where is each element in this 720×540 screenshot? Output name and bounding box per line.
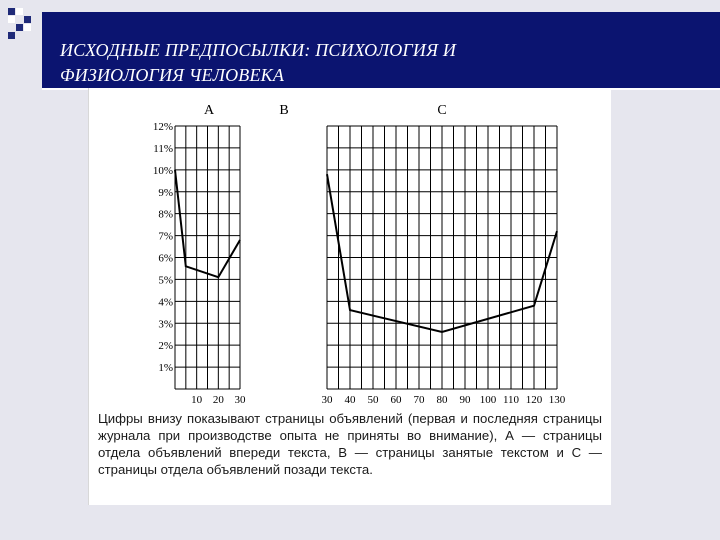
panel-c-x-tick-label: 60 xyxy=(390,394,402,406)
panel-c-x-tick-label: 100 xyxy=(479,394,497,406)
panel-a-x-tick-label: 10 xyxy=(191,394,203,406)
y-tick-label: 10% xyxy=(152,164,173,177)
y-tick-label: 2% xyxy=(158,340,173,353)
y-tick-label: 5% xyxy=(158,274,173,287)
y-tick-label: 7% xyxy=(158,230,173,243)
chart-svg xyxy=(89,88,611,408)
panel-c-x-tick-label: 70 xyxy=(413,394,425,406)
panel-c-x-tick-label: 90 xyxy=(459,394,471,406)
bullet-square-icon xyxy=(16,8,23,15)
bullet-square-icon xyxy=(24,16,31,23)
panel-c-x-tick-label: 30 xyxy=(321,394,333,406)
panel-c-x-tick-label: 80 xyxy=(436,394,448,406)
bullet-square-icon xyxy=(24,24,31,31)
bullet-square-icon xyxy=(8,16,15,23)
bullet-square-icon xyxy=(8,8,15,15)
section-label: A xyxy=(203,103,215,118)
y-tick-label: 11% xyxy=(153,142,173,155)
bullet-square-icon xyxy=(16,24,23,31)
panel-c-x-tick-label: 50 xyxy=(367,394,379,406)
y-tick-label: 1% xyxy=(158,362,173,375)
y-tick-label: 8% xyxy=(158,208,173,221)
bullet-square-icon xyxy=(8,32,15,39)
chart-caption: Цифры внизу показывают страницы объявлений (первая и последняя страницы журнала при производстве опыта не приняты во внимание), А — страницы отдела объявлений впереди текста, В — страницы занятые текстом и С — страницы отдела объявлений позади текста. xyxy=(98,411,602,477)
y-tick-label: 4% xyxy=(158,296,173,309)
y-tick-label: 9% xyxy=(158,186,173,199)
panel-a-x-tick-label: 30 xyxy=(234,394,246,406)
panel-c-x-tick-label: 110 xyxy=(502,394,520,406)
panel-c-x-tick-label: 120 xyxy=(525,394,543,406)
section-label: B xyxy=(279,103,289,118)
y-tick-label: 3% xyxy=(158,318,173,331)
y-tick-label: 6% xyxy=(158,252,173,265)
panel-a-x-tick-label: 20 xyxy=(212,394,224,406)
slide-title: ИСХОДНЫЕ ПРЕДПОСЫЛКИ: ПСИХОЛОГИЯ И ФИЗИОЛОГИЯ ЧЕЛОВЕКА xyxy=(60,40,457,85)
y-tick-label: 12% xyxy=(152,121,173,133)
panel-c-x-tick-label: 40 xyxy=(344,394,356,406)
panel-c-x-tick-label: 130 xyxy=(548,394,566,406)
section-b-area xyxy=(240,126,327,389)
section-label: C xyxy=(437,103,447,118)
